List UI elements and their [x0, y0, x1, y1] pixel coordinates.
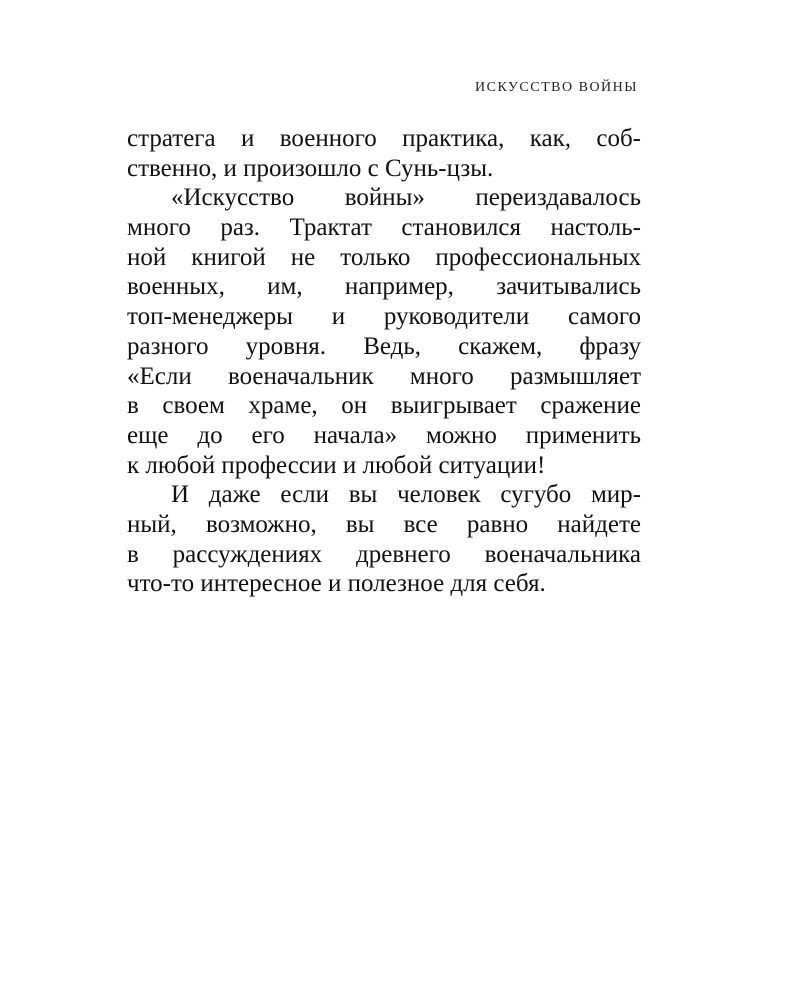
text-line: еще до его начала» можно применить	[127, 421, 641, 449]
paragraph	[127, 480, 641, 599]
text-line: ственно, и произошло с Сунь-цзы.	[127, 154, 494, 182]
running-head: ИСКУССТВО ВОЙНЫ	[475, 80, 638, 95]
text-line: разного уровня. Ведь, скажем, фразу	[127, 332, 641, 360]
text-line: «Если военачальник много размышляет	[127, 362, 641, 390]
text-line: военных, им, например, зачитывались	[127, 273, 641, 301]
paragraph	[127, 124, 641, 183]
paragraph	[127, 183, 641, 480]
body-text	[127, 124, 641, 599]
text-line: «Искусство войны» переиздавалось	[171, 184, 641, 212]
text-line: ной книгой не только профессиональных	[127, 243, 641, 271]
text-line: что-то интересное и полезное для себя.	[127, 570, 546, 598]
text-line: к любой профессии и любой ситуации!	[127, 451, 546, 479]
text-line: много раз. Трактат становился настоль-	[127, 214, 641, 242]
text-line: стратега и военного практика, как, соб-	[127, 125, 641, 152]
text-line: в рассуждениях древнего военачальника	[127, 540, 641, 568]
text-line: И даже если вы человек сугубо мир-	[171, 481, 641, 509]
text-line: топ-менеджеры и руководители самого	[127, 303, 641, 331]
text-line: ный, возможно, вы все равно найдете	[127, 510, 641, 538]
text-line: в своем храме, он выигрывает сражение	[127, 392, 641, 420]
